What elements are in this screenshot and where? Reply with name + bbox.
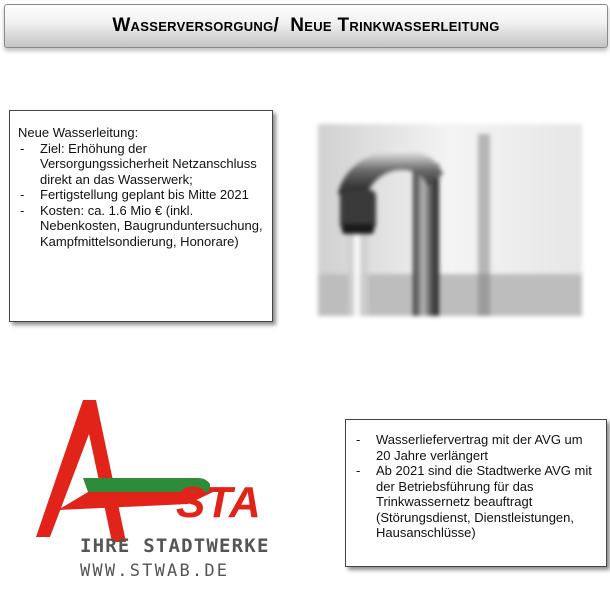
info-box-new-pipeline	[9, 110, 273, 322]
info-box-contract	[345, 419, 607, 567]
list-item: - Wasserliefervertrag mit der AVG um 20 Jahre verlängert	[354, 432, 600, 463]
logo-url: WWW.STWAB.DE	[80, 561, 230, 581]
list-item: - Ab 2021 sind die Stadtwerke AVG mit der Betriebsführung für das Trinkwassernetz beauftragt (Störungsdienst, Dienstleistungen, Hausanschlüsse)	[354, 463, 600, 541]
stwab-logo	[28, 392, 290, 582]
info-list	[354, 432, 600, 541]
info-list	[18, 141, 266, 250]
faucet-image	[318, 124, 582, 316]
logo-tagline: IHRE STADTWERKE	[80, 535, 270, 557]
logo-wordmark: STA	[176, 478, 261, 527]
page-title: Wasserversorgung/ Neue Trinkwasserleitung	[112, 15, 500, 36]
title-bar	[4, 4, 608, 48]
list-item: - Fertigstellung geplant bis Mitte 2021	[18, 187, 266, 203]
info-box-heading: Neue Wasserleitung:	[18, 125, 139, 140]
list-item: - Kosten: ca. 1.6 Mio € (inkl. Nebenkosten, Baugrunduntersuchung, Kampfmittelsondierung, Honorare)	[18, 203, 266, 250]
list-item: - Ziel: Erhöhung der Versorgungssicherheit Netzanschluss direkt an das Wasserwerk;	[18, 141, 266, 188]
